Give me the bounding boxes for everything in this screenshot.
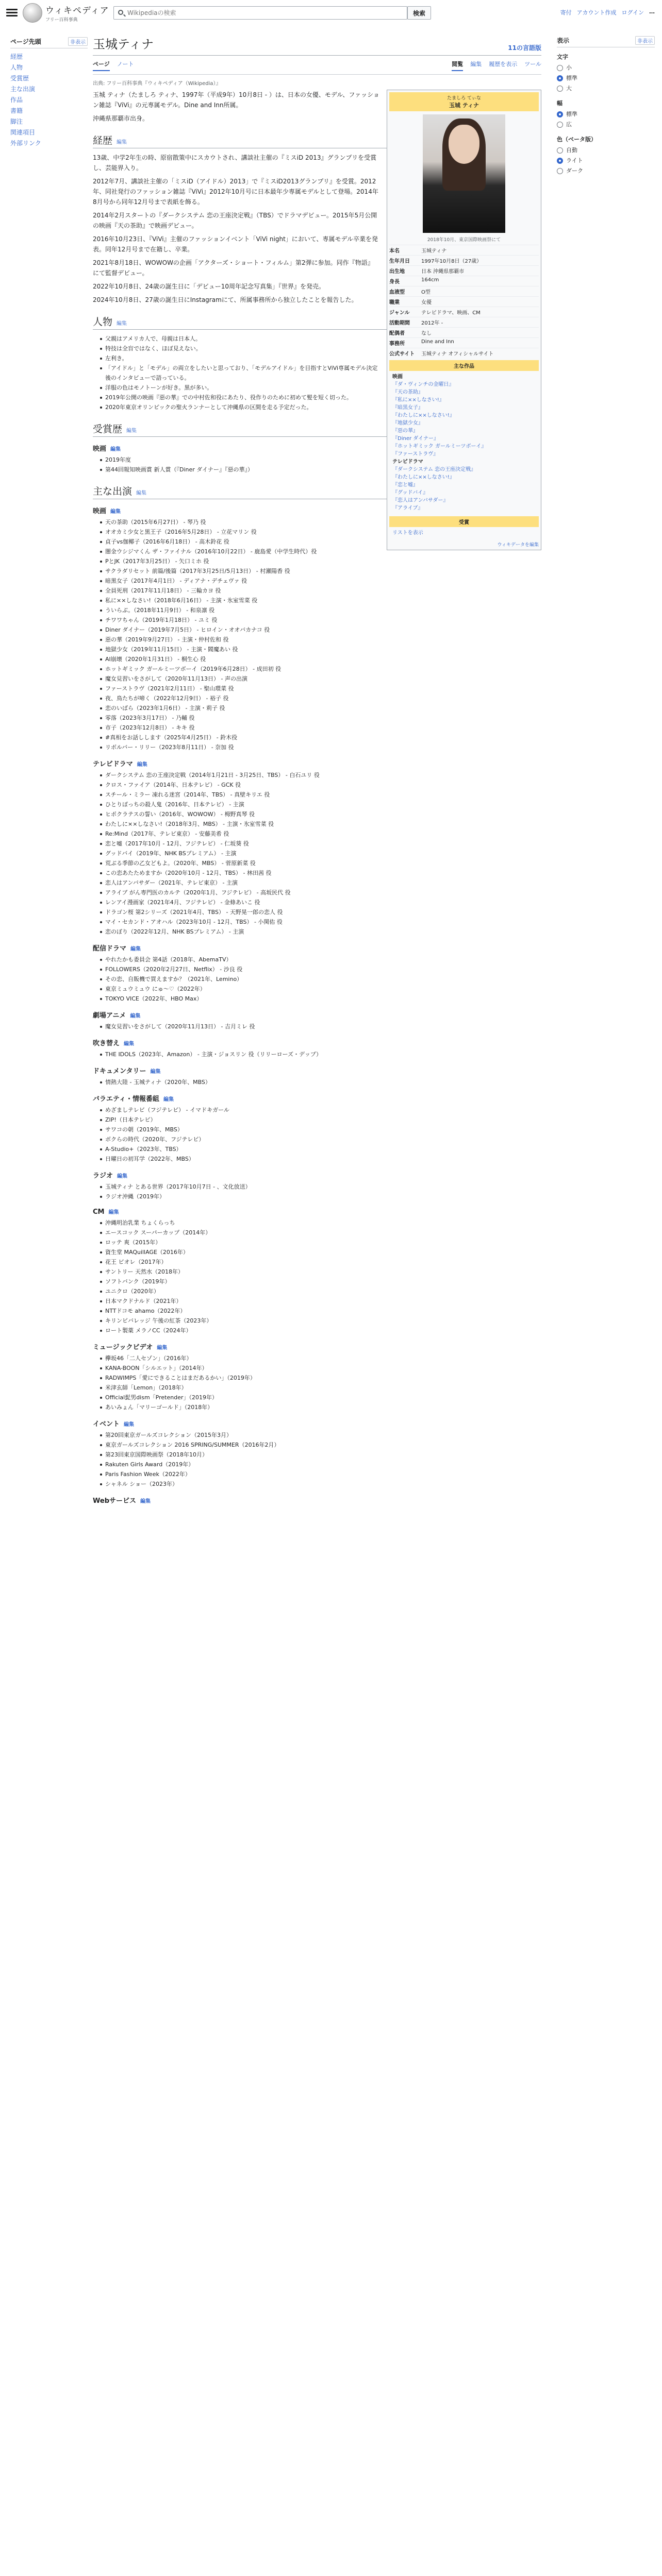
section-edit-link[interactable]: 編集: [117, 140, 127, 145]
infobox-works-category: 映画: [392, 374, 403, 380]
list-item[interactable]: 日曜日の初耳学（2022年、MBS）: [100, 1154, 541, 1164]
item-list: [100, 1105, 541, 1164]
section-title: 主な出演: [93, 486, 133, 497]
subsection-edit-link[interactable]: 編集: [124, 1422, 135, 1428]
tab-page[interactable]: ページ: [93, 60, 110, 71]
infobox-photo[interactable]: [423, 114, 505, 233]
list-item[interactable]: 恋のぼり（2022年12月、NHK BSプレミアム） - 主演: [100, 927, 541, 937]
list-item[interactable]: 恋人はアンバサダー（2021年、テレビ東京） - 主演: [100, 878, 541, 888]
list-item[interactable]: めざましテレビ（フジテレビ） - イマドキガール: [100, 1105, 541, 1115]
list-item[interactable]: グッドバイ（2019年、NHK BSプレミアム） - 主演: [100, 849, 541, 858]
list-item[interactable]: 第20回東京ガールズコレクション（2015年3月）: [100, 1430, 541, 1440]
infobox-key: 職業: [389, 300, 400, 306]
header-bar: [0, 0, 662, 25]
tab-talk[interactable]: ノート: [117, 61, 134, 67]
subsection-title: 配信ドラマ: [93, 945, 127, 953]
infobox-row: [389, 296, 539, 307]
list-item[interactable]: 左利き。: [100, 353, 541, 363]
site-tagline: フリー百科事典: [45, 18, 78, 23]
list-item[interactable]: 第44回報知映画賞 新人賞（『Diner ダイナー』『惡の華』）: [100, 465, 541, 474]
text-small-radio[interactable]: 小: [557, 63, 655, 73]
globe-logo-icon: [23, 3, 42, 23]
subsection-title: ドキュメンタリー: [93, 1067, 146, 1075]
toc-item[interactable]: 受賞歴: [10, 75, 29, 82]
paragraph: 2024年10月8日、27歳の誕生日にInstagramにて、所属事務所から独立したことを報告した。: [93, 296, 358, 303]
infobox-work-link[interactable]: 『わたしに××しなさい!』: [392, 413, 455, 418]
site-name: ウィキペディア: [45, 6, 109, 16]
subsection-title: 映画: [93, 507, 107, 515]
list-item[interactable]: ソフトバンク（2019年）: [100, 1277, 541, 1286]
page-tabs: [93, 60, 541, 75]
toc-item[interactable]: 作品: [10, 96, 23, 104]
item-list: [100, 770, 541, 937]
list-item[interactable]: 父親はアメリカ人で、母親は日本人。: [100, 334, 541, 344]
width-wide-radio[interactable]: 広: [557, 120, 655, 130]
subsection-heading: [93, 1342, 541, 1351]
subsection-heading: [93, 1495, 541, 1505]
list-item[interactable]: 市子（2023年12月8日） - キキ 役: [100, 723, 541, 733]
infobox-value: 女優: [421, 300, 432, 306]
infobox-work-link[interactable]: 『ホットギミック ガールミーツボーイ』: [392, 444, 487, 449]
section-title: 経歴: [93, 135, 113, 146]
appearance-panel: [557, 36, 655, 176]
list-item[interactable]: Official髭男dism「Pretender」（2019年）: [100, 1393, 541, 1402]
tab-read[interactable]: 閲覧: [452, 60, 463, 71]
item-list: [100, 1022, 541, 1031]
list-item[interactable]: 恋のいばら（2023年1月6日） - 主演・莉子 役: [100, 703, 541, 713]
list-item[interactable]: その恋、自販機で買えますか？（2021年、Lemino）: [100, 974, 541, 984]
section-title: 受賞歴: [93, 423, 123, 435]
list-item[interactable]: 魔女見習いをさがして（2020年11月13日） - 声の出演: [100, 674, 541, 684]
infobox-award-header: 受賞: [389, 516, 539, 527]
list-item[interactable]: アライブ がん専門医のカルテ（2020年1月、フジテレビ） - 高坂民代 役: [100, 888, 541, 897]
color-auto-radio[interactable]: 自動: [557, 145, 655, 156]
list-item[interactable]: リボルバー・リリー（2023年8月11日） - 奈加 役: [100, 742, 541, 752]
subsection-edit-link[interactable]: 編集: [110, 509, 121, 515]
toc-hide-button[interactable]: 非表示: [68, 37, 88, 46]
section-title: 人物: [93, 316, 113, 328]
infobox-work-link[interactable]: 『天の茶助』: [392, 389, 423, 395]
infobox-edit-link[interactable]: ウィキデータを編集: [497, 543, 539, 548]
list-item[interactable]: 貞子vs伽椰子（2016年6月18日） - 高木鈴花 役: [100, 537, 541, 547]
infobox-key: 配偶者: [389, 331, 405, 336]
subsection-heading: [93, 1093, 541, 1103]
list-item[interactable]: ロッテ 爽（2015年）: [100, 1238, 541, 1247]
item-list: [100, 1218, 541, 1335]
list-item[interactable]: ひとりぼっちの殺人鬼（2016年、日本テレビ） - 主演: [100, 800, 541, 809]
infobox-value: 1997年10月8日（27歳）: [421, 259, 482, 264]
item-list: [100, 955, 541, 1004]
subsection-title: CM: [93, 1208, 105, 1216]
list-item[interactable]: マイ・セカンド・アオハル（2023年10月 - 12月、TBS） - 小関佑 役: [100, 917, 541, 927]
list-item[interactable]: KANA-BOON「シルエット」（2014年）: [100, 1363, 541, 1373]
list-item[interactable]: レンアイ漫画家（2021年4月、フジテレビ） - 金條あいこ 役: [100, 897, 541, 907]
list-item[interactable]: この恋あたためますか（2020年10月 - 12月、TBS） - 林田茜 役: [100, 868, 541, 878]
list-item[interactable]: チワワちゃん（2019年1月18日） - ユミ 役: [100, 615, 541, 625]
list-item[interactable]: THE IDOLS（2023年、Amazon） - 主演・ジョスリン 役（リリーローズ・デップ）: [100, 1049, 541, 1059]
list-item[interactable]: エースコック スーパーカップ（2014年）: [100, 1228, 541, 1238]
item-list: [100, 334, 541, 412]
infobox-kana: たましろ てぃな: [447, 96, 481, 101]
list-item[interactable]: サワコの朝（2019年、MBS）: [100, 1125, 541, 1134]
list-item[interactable]: 情熱大陸 - 玉城ティナ（2020年、MBS）: [100, 1077, 541, 1087]
infobox-award-list[interactable]: リストを表示: [392, 530, 423, 536]
list-item[interactable]: 地獄少女（2019年11月15日） - 主演・閻魔あい 役: [100, 645, 541, 654]
list-item[interactable]: NTTドコモ ahamo（2022年）: [100, 1306, 541, 1316]
search-icon: [118, 10, 123, 15]
infobox-work-link[interactable]: 『ダークシステム 恋の王座決定戦』: [392, 467, 476, 472]
infobox-work-link[interactable]: 『グッドバイ』: [392, 490, 428, 496]
list-item[interactable]: RADWIMPS「愛にできることはまだあるかい」（2019年）: [100, 1373, 541, 1383]
infobox-works-category: テレビドラマ: [392, 459, 423, 465]
subsection-heading: [93, 1038, 541, 1047]
list-item[interactable]: スチール・ミラー 凍れる迷宮（2014年、TBS） - 真壁キリエ 役: [100, 790, 541, 800]
list-item[interactable]: 沖縄明治乳業 ちょくらっち: [100, 1218, 541, 1228]
subsection-heading: [93, 1418, 541, 1428]
subsection-title: ラジオ: [93, 1172, 113, 1180]
paragraph: 13歳、中学2年生の時、原宿散策中にスカウトされ、講談社主催の『ミスiD 2013』グランプリを受賞し、芸能界入り。: [93, 154, 377, 172]
color-light-radio[interactable]: ライト: [557, 156, 655, 166]
infobox-key: 身長: [389, 279, 400, 285]
list-item[interactable]: サントリー 天然水（2018年）: [100, 1267, 541, 1277]
list-item[interactable]: あいみょん「マリーゴールド」（2018年）: [100, 1402, 541, 1412]
infobox-work-link[interactable]: 『アライブ』: [392, 505, 423, 511]
list-item[interactable]: ロート製薬 メラノCC（2024年）: [100, 1326, 541, 1335]
list-item[interactable]: AI崩壊（2020年1月31日） - 桐生心 役: [100, 654, 541, 664]
subsection-title: 吹き替え: [93, 1040, 120, 1047]
list-item[interactable]: A-Studio+（2023年、TBS）: [100, 1144, 541, 1154]
subsection-heading: [93, 1065, 541, 1075]
infobox-key: 血液型: [389, 290, 405, 295]
list-item[interactable]: ユニクロ（2020年）: [100, 1286, 541, 1296]
section-edit-link[interactable]: 編集: [117, 321, 127, 327]
list-item[interactable]: Rakuten Girls Award（2019年）: [100, 1460, 541, 1469]
intro-paragraph-2: 沖縄県那覇市出身。: [93, 115, 149, 122]
item-list: [100, 455, 541, 474]
table-of-contents: [10, 37, 88, 149]
subsection-edit-link[interactable]: 編集: [130, 1013, 141, 1019]
page-title: 玉城ティナ: [93, 37, 154, 52]
subsection-heading: [93, 1170, 541, 1180]
intro-paragraph: 玉城 ティナ（たましろ ティナ、1997年（平成9年）10月8日 - ）は、日本の女優、モデル、ファッション雑誌『ViVi』の元専属モデル。Dine and Inn所属。: [93, 91, 379, 109]
language-button[interactable]: 11の言語版: [508, 44, 541, 52]
list-item[interactable]: 米津玄師「Lemon」（2018年）: [100, 1383, 541, 1393]
list-item[interactable]: 東京ミュウミュウ にゅ〜♡（2022年）: [100, 984, 541, 994]
text-standard-radio[interactable]: 標準: [557, 73, 655, 83]
toc-item[interactable]: 脚注: [10, 118, 23, 125]
list-item[interactable]: 私に××しなさい!（2018年6月16日） - 主演・氷室雪菜 役: [100, 596, 541, 605]
list-item[interactable]: 特技は全盲ではなく、ほぼ見えない。: [100, 344, 541, 353]
list-item[interactable]: 洋服の色はモノトーンが好き。黒が多い。: [100, 383, 541, 393]
infobox-value: Dine and Inn: [421, 339, 454, 345]
user-tools: [560, 8, 655, 16]
list-item[interactable]: 夜、鳥たちが啼く（2022年12月9日） - 裕子 役: [100, 693, 541, 703]
toc-item[interactable]: 経歴: [10, 53, 23, 60]
list-item[interactable]: 花王 ビオレ（2017年）: [100, 1257, 541, 1267]
infobox-key: ジャンル: [389, 310, 410, 316]
infobox-key: 生年月日: [389, 259, 410, 264]
infobox-row: [389, 245, 539, 255]
menu-icon[interactable]: [6, 7, 18, 18]
list-item[interactable]: Paris Fashion Week（2022年）: [100, 1469, 541, 1479]
subsection-edit-link[interactable]: 編集: [140, 1499, 151, 1504]
infobox-work-link[interactable]: 『恋と嘘』: [392, 482, 418, 488]
paragraph: 2021年8月18日、WOWOWの企画「アクターズ・ショート・フィルム」第2弾に参加。同作『物語』にて監督デビュー。: [93, 259, 374, 277]
list-item[interactable]: Diner ダイナー（2019年7月5日） - ヒロイン・オオバカナコ 役: [100, 625, 541, 635]
list-item[interactable]: 第23回東京国際映画祭（2018年10月）: [100, 1450, 541, 1460]
width-standard-radio[interactable]: 標準: [557, 109, 655, 120]
search-input[interactable]: [114, 7, 407, 19]
list-item[interactable]: シャネル ショー（2023年）: [100, 1479, 541, 1489]
list-item[interactable]: 東京ガールズコレクション 2016 SPRING/SUMMER（2016年2月）: [100, 1440, 541, 1450]
list-item[interactable]: ボクらの時代（2020年、フジテレビ）: [100, 1134, 541, 1144]
list-item[interactable]: キリンビバレッジ 午後の紅茶（2023年）: [100, 1316, 541, 1326]
color-dark-radio[interactable]: ダーク: [557, 166, 655, 176]
subsection-title: Webサービス: [93, 1497, 136, 1505]
create-account-link[interactable]: アカウント作成: [576, 9, 617, 16]
list-item[interactable]: 荒ぶる季節の乙女どもよ。（2020年、MBS） - 菅原新菜 役: [100, 858, 541, 868]
infobox-row: [389, 317, 539, 327]
list-item[interactable]: 天の茶助（2015年6月27日） - 琴乃 役: [100, 517, 541, 527]
infobox-value: O型: [421, 290, 431, 295]
infobox-row: [389, 307, 539, 317]
toc-item[interactable]: 外部リンク: [10, 140, 41, 147]
infobox-works-header: 主な作品: [389, 360, 539, 371]
list-item[interactable]: PとJK（2017年3月25日） - 矢口ミホ 役: [100, 556, 541, 566]
list-item[interactable]: 暗黒女子（2017年4月1日） - ディアナ・デチェヴァ 役: [100, 576, 541, 586]
list-item[interactable]: 2019年公開の映画『惡の華』での中村佐和役にあたり、役作りのために初めて髪を短く切った。: [100, 393, 541, 402]
text-size-label: 文字: [557, 54, 568, 60]
tab-edit[interactable]: 編集: [470, 61, 482, 67]
site-logo[interactable]: [23, 3, 109, 23]
list-item[interactable]: Re:Mind（2017年、テレビ東京） - 安藤美希 役: [100, 829, 541, 839]
subsection-edit-link[interactable]: 編集: [150, 1069, 161, 1075]
toc-item[interactable]: 関連項目: [10, 129, 36, 136]
login-link[interactable]: ログイン: [621, 9, 644, 16]
list-item[interactable]: ZIP!（日本テレビ）: [100, 1115, 541, 1125]
infobox-work-link[interactable]: 『私に××しなさい!』: [392, 397, 444, 403]
infobox-row: [389, 255, 539, 265]
list-item[interactable]: 資生堂 MAQuillAGE（2016年）: [100, 1247, 541, 1257]
infobox-work-link[interactable]: 『Diner ダイナー』: [392, 436, 439, 442]
toc-item[interactable]: 書籍: [10, 107, 23, 114]
subsection-heading: [93, 1010, 541, 1020]
donate-link[interactable]: 寄付: [560, 9, 572, 16]
subsection-title: イベント: [93, 1420, 120, 1428]
text-large-radio[interactable]: 大: [557, 83, 655, 94]
infobox-work-link[interactable]: 『恋人はアンバサダー』: [392, 498, 449, 503]
subsection-title: バラエティ・情報番組: [93, 1095, 159, 1103]
list-item[interactable]: ういらぶ。（2018年11月9日） - 和泉凛 役: [100, 605, 541, 615]
infobox-work-link[interactable]: 『ファーストラヴ』: [392, 451, 439, 457]
infobox-key: 本名: [389, 248, 400, 254]
list-item[interactable]: FOLLOWERS（2020年2月27日、Netflix） - 沙良 役: [100, 964, 541, 974]
infobox-value: テレビドラマ、映画、CM: [421, 310, 481, 316]
tab-tools[interactable]: ツール: [524, 61, 541, 67]
infobox-work-link[interactable]: 『わたしに××しなさい!』: [392, 474, 455, 480]
list-item[interactable]: 日本マクドナルド（2021年）: [100, 1296, 541, 1306]
list-item[interactable]: TOKYO VICE（2022年、HBO Max）: [100, 994, 541, 1004]
list-item[interactable]: 2019年度: [100, 455, 541, 465]
subsection-edit-link[interactable]: 編集: [110, 447, 121, 452]
infobox-row: [389, 265, 539, 276]
search-button[interactable]: 検索: [407, 6, 431, 20]
appearance-hide-button[interactable]: 非表示: [635, 36, 655, 45]
list-item[interactable]: 「アイドル」と「モデル」の両立をしたいと思っており、「モデルアイドル」を目指すとViVi専属モデル決定後のインタビューで語っている。: [100, 363, 541, 383]
list-item[interactable]: 玉城ティナ とある世界（2017年10月7日 - 、文化放送）: [100, 1182, 541, 1192]
color-label: 色（ベータ版）: [557, 136, 597, 143]
infobox-value: なし: [421, 331, 432, 336]
infobox-key: 出生地: [389, 269, 405, 275]
subsection-heading: [93, 943, 541, 953]
source-line: 出典: フリー百科事典『ウィキペディア（Wikipedia）』: [93, 81, 221, 87]
item-list: [100, 1077, 541, 1087]
infobox-value: 日本 沖縄県那覇市: [421, 269, 465, 275]
section-edit-link[interactable]: 編集: [136, 490, 147, 496]
infobox-key: 公式サイト: [389, 351, 415, 357]
section-edit-link[interactable]: 編集: [126, 428, 137, 434]
infobox-key: 事務所: [389, 341, 405, 347]
list-item[interactable]: やれたかも委員会 第4話（2018年、AbemaTV）: [100, 955, 541, 964]
paragraph: 2022年10月8日、24歳の誕生日に「デビュー10周年記念写真集」『世界』を発売。: [93, 283, 325, 290]
item-list: [100, 1049, 541, 1059]
toc-header: ページ先頭: [10, 38, 41, 45]
more-icon[interactable]: …: [649, 8, 655, 15]
subsection-edit-link[interactable]: 編集: [108, 1210, 119, 1215]
list-item[interactable]: ダークシステム 恋の王座決定戦（2014年1月21日 - 3月25日、TBS） - 白石ユリ 役: [100, 770, 541, 780]
subsection-edit-link[interactable]: 編集: [130, 946, 141, 952]
infobox-row: [389, 286, 539, 296]
infobox-row: [389, 276, 539, 286]
infobox: [387, 90, 541, 550]
list-item[interactable]: ラジオ沖縄（2019年）: [100, 1192, 541, 1201]
subsection-title: 劇場アニメ: [93, 1012, 126, 1020]
infobox-work-link[interactable]: 『暗黒女子』: [392, 405, 423, 411]
list-item[interactable]: 魔女見習いをさがして（2020年11月13日） - 吉月ミレ 役: [100, 1022, 541, 1031]
infobox-value: 玉城ティナ: [421, 248, 447, 254]
list-item[interactable]: 惡の華（2019年9月27日） - 主演・仲村佐和 役: [100, 635, 541, 645]
subsection-edit-link[interactable]: 編集: [124, 1041, 135, 1047]
subsection-edit-link[interactable]: 編集: [157, 1345, 168, 1351]
appearance-header: 表示: [557, 37, 570, 44]
toc-item[interactable]: 人物: [10, 64, 23, 71]
list-item[interactable]: わたしに××しなさい!（2018年3月、MBS） - 主演・氷室雪菜 役: [100, 819, 541, 829]
subsection-title: テレビドラマ: [93, 760, 133, 768]
search-box: [113, 6, 407, 20]
subsection-edit-link[interactable]: 編集: [163, 1097, 174, 1103]
list-item[interactable]: 全員死刑（2017年11月18日） - 三輪カヨ 役: [100, 586, 541, 596]
toc-item[interactable]: 主な出演: [10, 86, 36, 93]
item-list: [100, 1353, 541, 1412]
list-item[interactable]: 欅坂46「二人セゾン」（2016年）: [100, 1353, 541, 1363]
infobox-value: 2012年 -: [421, 320, 443, 326]
list-item[interactable]: クロス・ファイア（2014年、日本テレビ） - GCK 役: [100, 780, 541, 790]
item-list: [100, 1430, 541, 1489]
subsection-heading: [93, 758, 541, 768]
list-item[interactable]: 2020年東京オリンピックの聖火ランナーとして沖縄県の区間を走る予定だった。: [100, 402, 541, 412]
list-item[interactable]: サクラダリセット 前篇/後篇（2017年3月25日/5月13日） - 村瀬陽香 役: [100, 566, 541, 576]
subsection-edit-link[interactable]: 編集: [117, 1174, 128, 1179]
infobox-key: 活動期間: [389, 320, 410, 326]
infobox-work-link[interactable]: 『惡の華』: [392, 428, 418, 434]
subsection-edit-link[interactable]: 編集: [137, 762, 147, 768]
list-item[interactable]: 闇金ウシジマくん ザ・ファイナル（2016年10月22日） - 鹿島愛（中学生時代）役: [100, 547, 541, 556]
item-list: [100, 1182, 541, 1201]
infobox-value: 164cm: [421, 277, 439, 283]
subsection-title: 映画: [93, 445, 107, 453]
infobox-caption: 2018年10月、東京国際映画祭にて: [427, 238, 501, 243]
list-item[interactable]: ドラゴン桜 第2シリーズ（2021年4月、TBS） - 天野晃一郎の恋人 役: [100, 907, 541, 917]
list-item[interactable]: 零落（2023年3月17日） - 乃輔 役: [100, 713, 541, 723]
subsection-heading: [93, 1208, 541, 1216]
paragraph: 2012年7月、講談社主催の「ミスiD（アイドル）2013」で『ミスiD2013グランプリ』を受賞。2012年、同社発行のファッション雑誌『ViVi』2012年10月号に日本最年少専属モデルとして登場。2014年8月号から同年12月号まで表紙を飾る。: [93, 178, 378, 206]
list-item[interactable]: オオカミ少女と黒王子（2016年5月28日） - 立花マリン 役: [100, 527, 541, 537]
paragraph: 2016年10月23日、『ViVi』主催のファッションイベント「ViVi night」において、専属モデル卒業を発表。同年12月号まで在籍し、卒業。: [93, 235, 378, 253]
tab-history[interactable]: 履歴を表示: [489, 61, 518, 67]
infobox-name: 玉城 ティナ: [449, 102, 479, 109]
article: [93, 31, 541, 1507]
list-item[interactable]: ホットギミック ガールミーツボーイ（2019年6月28日） - 成田初 役: [100, 664, 541, 674]
paragraph: 2014年2月スタートの『ダークシステム 恋の王座決定戦』（TBS）でドラマデビュー。2015年5月公開の映画『天の茶助』で映画デビュー。: [93, 212, 377, 229]
infobox-value: 玉城ティナ オフィシャルサイト: [421, 351, 494, 357]
subsection-title: ミュージックビデオ: [93, 1344, 153, 1351]
list-item[interactable]: 恋と嘘（2017年10月 - 12月、フジテレビ） - 仁坂葵 役: [100, 839, 541, 849]
infobox-title: [389, 92, 539, 111]
list-item[interactable]: ファーストラヴ（2021年2月11日） - 聖山環菜 役: [100, 684, 541, 693]
list-item[interactable]: #真相をお話しします（2025年4月25日） - 鈴木役: [100, 733, 541, 742]
item-list: [100, 517, 541, 752]
width-label: 幅: [557, 100, 562, 107]
list-item[interactable]: ヒポクラテスの誓い（2016年、WOWOW） - 栂野真琴 役: [100, 809, 541, 819]
infobox-work-link[interactable]: 『地獄少女』: [392, 420, 423, 426]
infobox-work-link[interactable]: 『ダ・ヴィンチの金曜日』: [392, 382, 454, 387]
